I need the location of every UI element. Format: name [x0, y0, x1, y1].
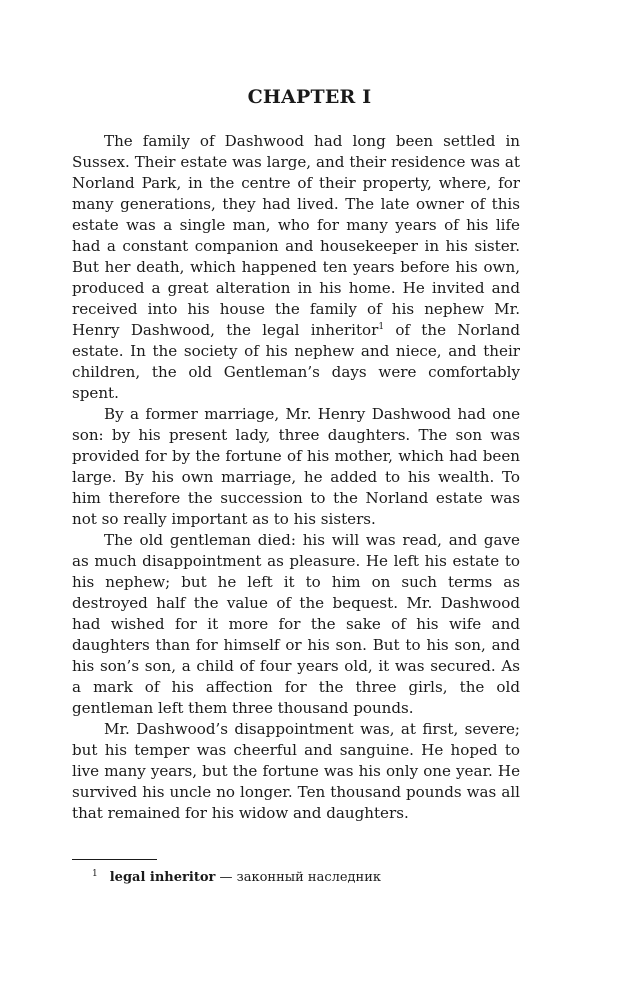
footnote: [92, 868, 532, 888]
chapter-body: [72, 131, 520, 824]
footnote-divider: [72, 859, 157, 860]
paragraph-2: By a former marriage, Mr. Henry Dashwood had one son: by his present lady, three daughters. The son was provided for by the fortune of his mother, which had been large. By his own marriage, he added to his wealth. To him therefore the succession to the Norland estate was not so really important as to his sisters.: [72, 405, 520, 528]
chapter-title: CHAPTER I: [247, 86, 372, 108]
footnote-translation: законный наследник: [236, 870, 382, 885]
footnote-term: legal inheritor: [109, 870, 216, 885]
paragraph-4: Mr. Dashwood’s disappointment was, at first, severe; but his temper was cheerful and sanguine. He hoped to live many years, but the fortune was his only one year. He survived his uncle no longer. Ten thousand pounds was all that remained for his widow and daughters.: [72, 720, 520, 822]
footnote-number: 1: [92, 868, 98, 879]
paragraph-3: The old gentleman died: his will was read, and gave as much disappointment as pleasure. He left his estate to his nephew; but he left it to him on such terms as destroyed half the value of the bequest. Mr. Dashwood had wished for it more for the sake of his wife and daughters than for himself or his son. But to his son, and his son’s son, a child of four years old, it was secured. As a mark of his affection for the three girls, the old gentleman left them three thousand pounds.: [72, 531, 520, 717]
footnote-reference[interactable]: 1: [378, 321, 385, 332]
paragraph-1: [72, 131, 520, 404]
paragraph-1-text: The family of Dashwood had long been settled in Sussex. Their estate was large, and their residence was at Norland Park, in the centre of their property, where, for many generations, they had lived. The late owner of this estate was a single man, who for many years of his life had a constant companion and housekeeper in his sister. But her death, which happened ten years before his own, produced a great alteration in his home. He invited and received into his house the family of his nephew Mr. Henry Dashwood, the legal inheritor: [72, 132, 520, 339]
footnote-dash: —: [219, 870, 233, 885]
paragraph-1-text-continued: of the Norland estate. In the society of his nephew and niece, and their children, the old Gentleman’s days were comfortably spent.: [72, 321, 520, 402]
